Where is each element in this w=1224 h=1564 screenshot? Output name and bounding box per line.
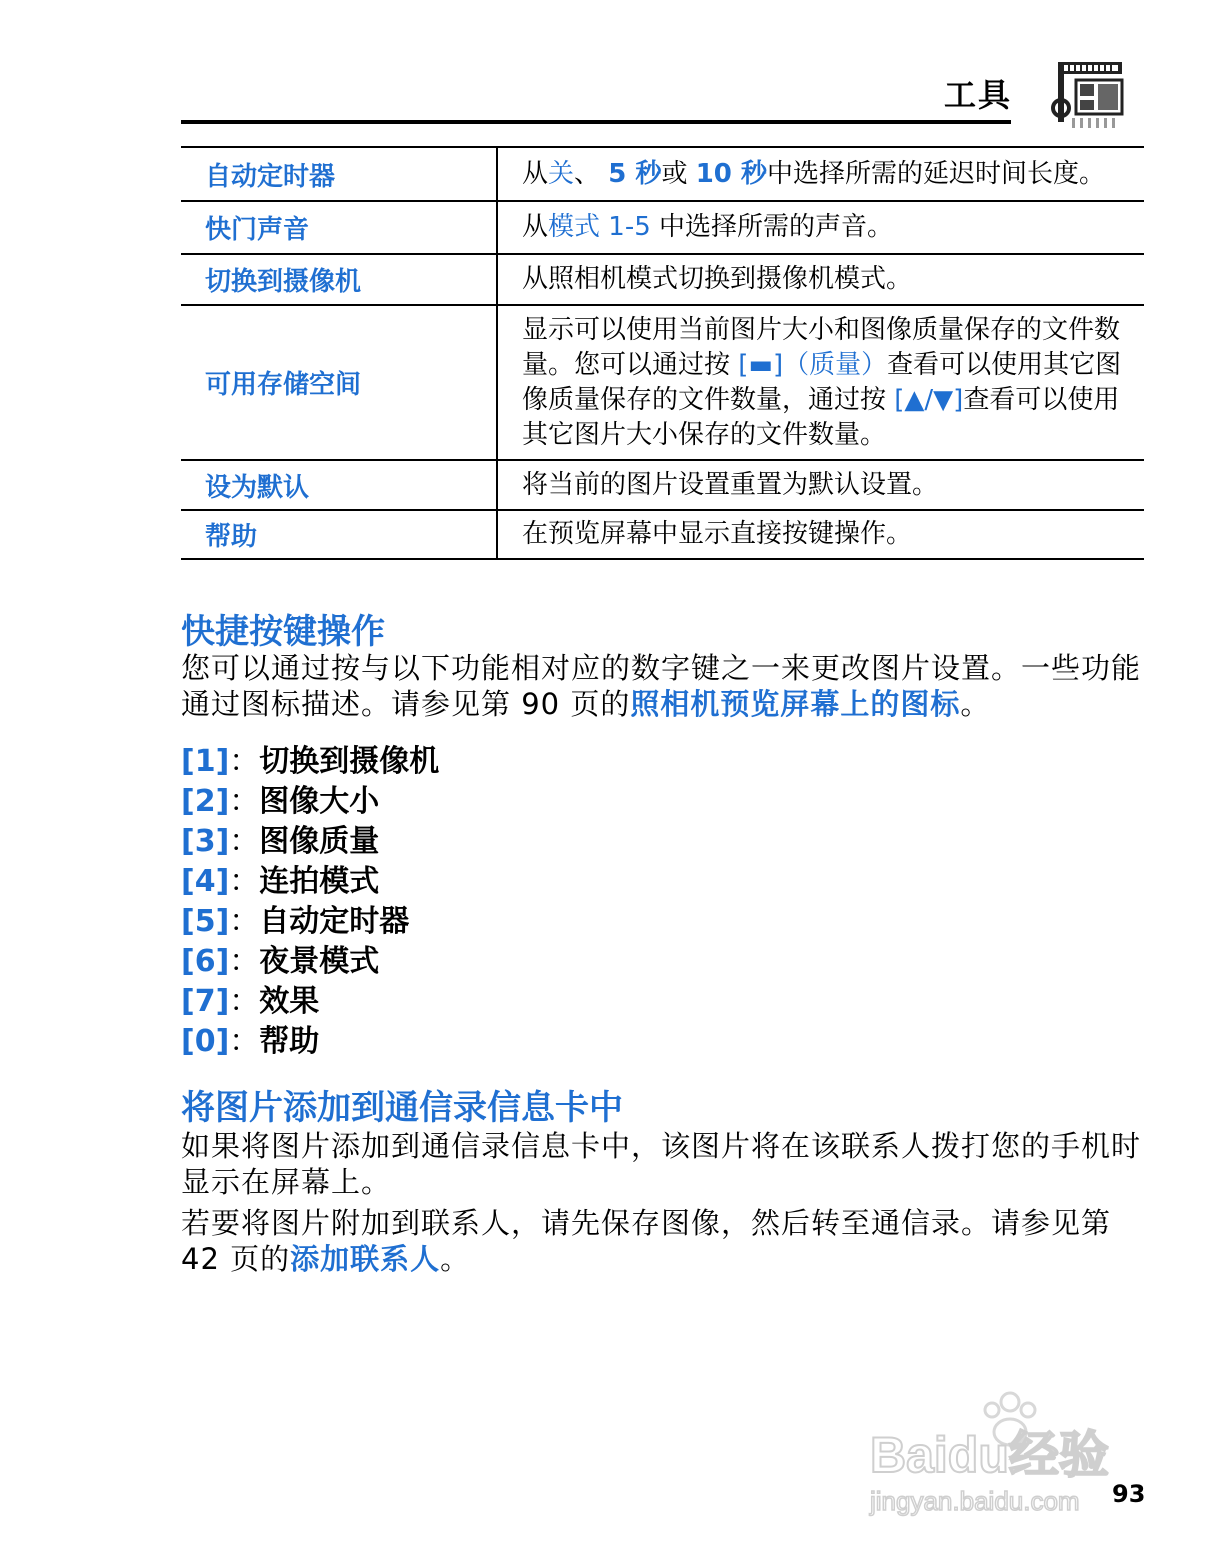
separator: ：: [229, 1024, 260, 1059]
list-item: [181, 742, 439, 782]
page-number: 93: [1112, 1480, 1146, 1508]
shortcut-label: 自动定时器: [259, 904, 410, 939]
shortcut-label: 图像质量: [259, 824, 380, 859]
list-item: [181, 942, 439, 982]
contact-para-1: 如果将图片添加到通信录信息卡中，该图片将在该联系人拨打您的手机时显示在屏幕上。: [181, 1129, 1142, 1199]
setting-name: 可用存储空间: [181, 305, 497, 460]
table-row: [181, 147, 1144, 201]
settings-table: [181, 146, 1144, 560]
option-5s: 5 秒: [608, 158, 662, 189]
para-text: 。: [440, 1242, 471, 1276]
separator: ：: [229, 784, 260, 819]
list-item: [181, 782, 439, 822]
setting-desc: 从照相机模式切换到摄像机模式。: [497, 254, 1144, 305]
table-row: [181, 201, 1144, 254]
intro-text: 。: [960, 687, 991, 721]
setting-name: 快门声音: [181, 201, 497, 254]
para-text: 若要将图片附加到联系人，请先保存图像，然后转至通信录。请参见第 42 页的: [181, 1206, 1112, 1276]
desc-text: 、: [574, 158, 609, 189]
desc-text: 从: [522, 212, 549, 242]
list-item: [181, 862, 439, 902]
separator: ：: [229, 864, 260, 899]
shortcut-key: [5]: [181, 904, 230, 939]
option-10s: 10 秒: [695, 158, 767, 189]
list-item: [181, 1022, 439, 1062]
setting-desc: 在预览屏幕中显示直接按键操作。: [497, 510, 1144, 559]
table-row: [181, 510, 1144, 559]
table-row: [181, 305, 1144, 460]
separator: ：: [229, 824, 260, 859]
desc-text: 查看可以使用其它图像质量保存的文件数量，通过按: [522, 349, 1122, 415]
section-heading-shortcuts: 快捷按键操作: [181, 612, 385, 652]
desc-text: 中选择所需的声音。: [650, 212, 894, 242]
preview-icons-link[interactable]: 照相机预览屏幕上的图标: [630, 687, 961, 721]
setting-desc: [497, 201, 1144, 254]
setting-desc: [497, 147, 1144, 201]
separator: ：: [229, 944, 260, 979]
shortcut-label: 帮助: [259, 1024, 320, 1059]
shortcut-key: [0]: [181, 1024, 230, 1059]
desc-text: 中选择所需的延迟时间长度。: [766, 158, 1105, 189]
setting-name: 切换到摄像机: [181, 254, 497, 305]
separator: ：: [229, 744, 260, 779]
setting-desc: 将当前的图片设置重置为默认设置。: [497, 460, 1144, 510]
separator: ：: [229, 984, 260, 1019]
add-contact-link[interactable]: 添加联系人: [290, 1242, 441, 1276]
shortcut-label: 效果: [259, 984, 320, 1019]
shortcut-list: [181, 742, 439, 1062]
quality-label: （质量）: [783, 349, 888, 380]
list-item: [181, 822, 439, 862]
setting-name: 帮助: [181, 510, 497, 559]
up-down-key: [▲/▼]: [894, 384, 964, 415]
quality-key: [▬]: [738, 349, 784, 380]
desc-text: 或: [661, 158, 696, 189]
setting-name: 设为默认: [181, 460, 497, 510]
separator: ：: [229, 904, 260, 939]
desc-text: 查看可以使用其它图片大小保存的文件数量。: [522, 384, 1120, 450]
desc-text: 从: [522, 158, 549, 189]
shortcut-label: 夜景模式: [259, 944, 380, 979]
setting-name: 自动定时器: [181, 147, 497, 201]
intro-text: 您可以通过按与以下功能相对应的数字键之一来更改图片设置。一些功能通过图标描述。请参见第 90 页的: [181, 651, 1142, 721]
contact-para-2: [181, 1205, 1146, 1277]
shortcut-key: [3]: [181, 824, 230, 859]
table-row: [181, 254, 1144, 305]
shortcut-label: 图像大小: [259, 784, 380, 819]
watermark-brand: Baidu经验: [870, 1427, 1109, 1483]
page-header-title: 工具: [944, 76, 1013, 114]
watermark-url: jingyan.baidu.com: [870, 1486, 1080, 1516]
shortcut-key: [2]: [181, 784, 230, 819]
shortcut-key: [6]: [181, 944, 230, 979]
shortcut-key: [1]: [181, 744, 230, 779]
shortcut-key: [4]: [181, 864, 230, 899]
option-off: 关: [548, 158, 575, 189]
section-heading-contact: 将图片添加到通信录信息卡中: [181, 1088, 623, 1128]
list-item: [181, 902, 439, 942]
table-row: [181, 460, 1144, 510]
shortcuts-intro: [181, 650, 1146, 722]
option-mode: 模式 1-5: [548, 212, 651, 242]
tools-icon: [1050, 58, 1126, 130]
shortcut-key: [7]: [181, 984, 230, 1019]
list-item: [181, 982, 439, 1022]
shortcut-label: 连拍模式: [259, 864, 380, 899]
header-rule: [181, 120, 1011, 124]
desc-text: 显示可以使用当前图片大小和图像质量保存的文件数量。您可以通过按: [522, 314, 1121, 380]
shortcut-label: 切换到摄像机: [259, 744, 440, 779]
setting-desc: [497, 305, 1144, 460]
